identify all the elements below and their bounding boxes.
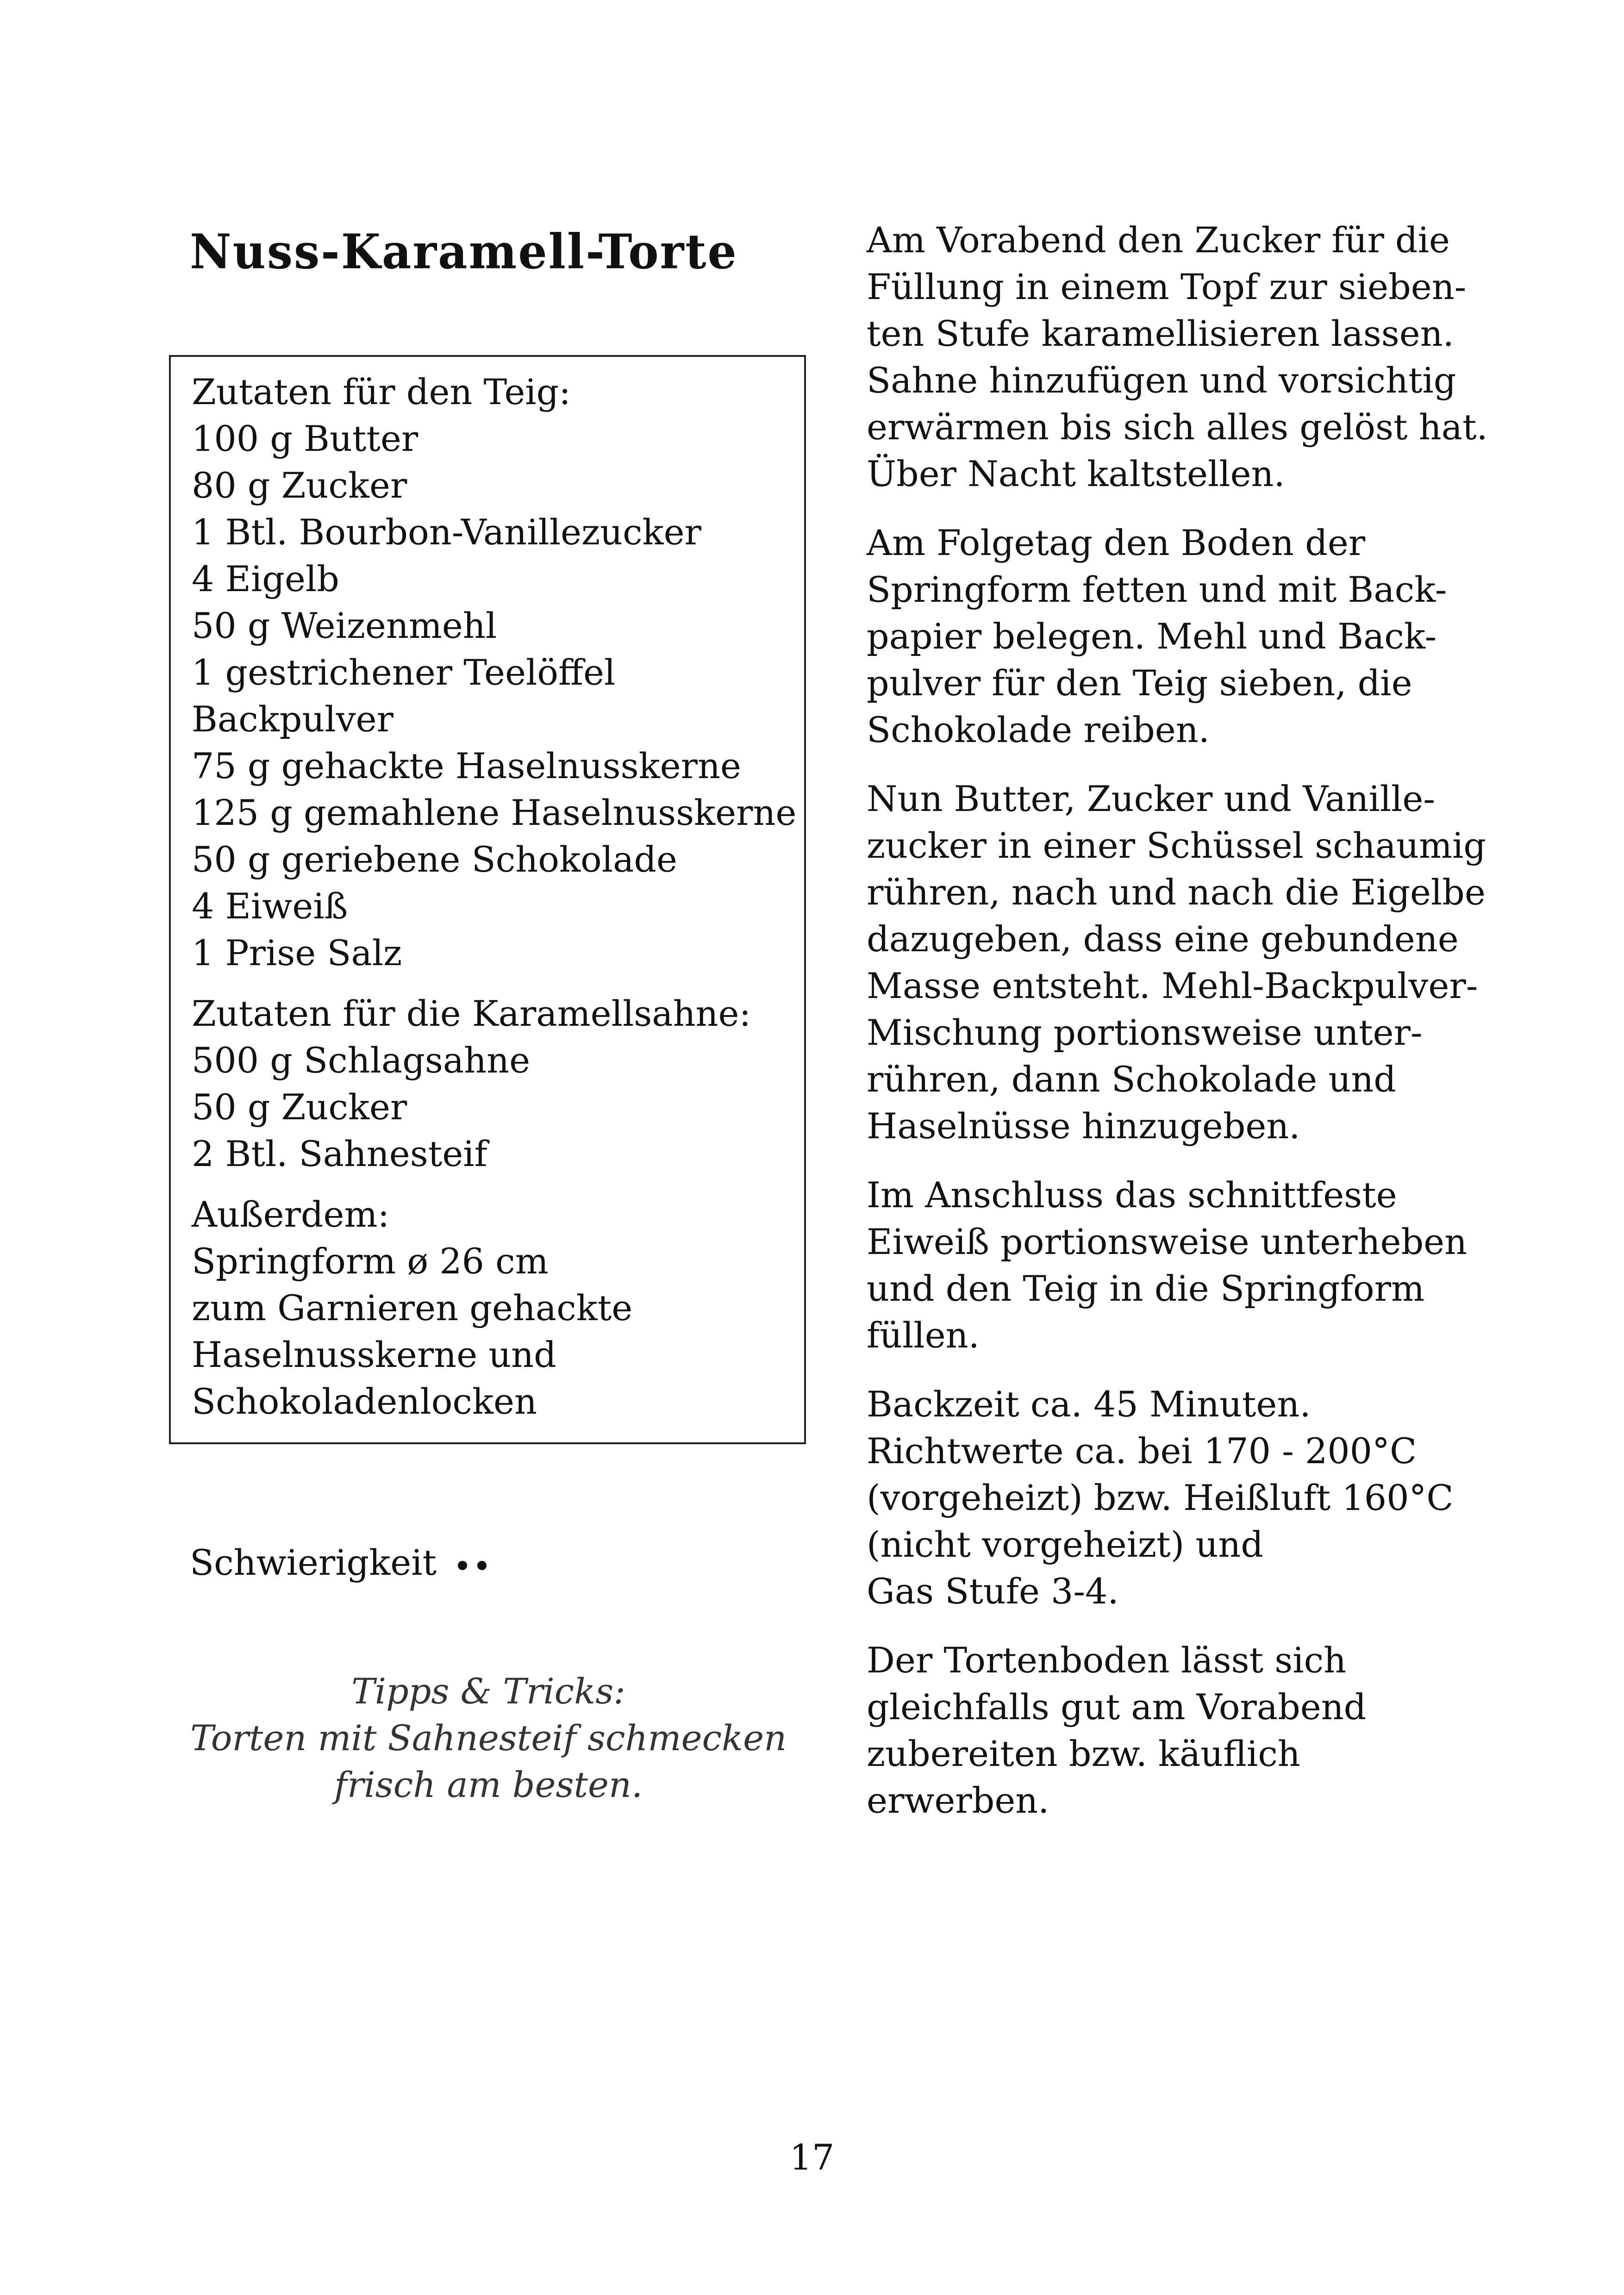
instruction-line: zubereiten bzw. käuflich <box>867 1733 1300 1774</box>
text-line: 1 gestrichener Teelöffel <box>192 652 616 693</box>
instruction-line: pulver für den Teig sieben, die <box>867 662 1412 704</box>
instruction-paragraph <box>867 217 1488 497</box>
difficulty-dots <box>448 1542 487 1583</box>
text-line: Springform ø 26 cm <box>192 1241 549 1282</box>
instruction-paragraph <box>867 1172 1468 1359</box>
dough-ingredients <box>192 368 797 976</box>
instruction-line: Haselnüsse hinzugeben. <box>867 1105 1300 1147</box>
ingredients-box <box>169 355 806 1444</box>
text-line: 500 g Schlagsahne <box>192 1040 531 1081</box>
instruction-line: Mischung portionsweise unter- <box>867 1012 1423 1053</box>
instruction-line: Am Vorabend den Zucker für die <box>867 219 1450 261</box>
instruction-line: erwärmen bis sich alles gelöst hat. <box>867 406 1488 448</box>
cream-header: Zutaten für die Karamellsahne: <box>192 993 751 1034</box>
instruction-line: Am Folgetag den Boden der <box>867 522 1366 563</box>
text-line: 50 g Weizenmehl <box>192 605 497 646</box>
instruction-line: rühren, nach und nach die Eigelbe <box>867 872 1486 913</box>
text-line: frisch am besten. <box>334 1764 643 1805</box>
instruction-line: (vorgeheizt) bzw. Heißluft 160°C <box>867 1477 1454 1518</box>
instruction-line: zucker in einer Schüssel schaumig <box>867 825 1486 866</box>
instruction-line: Eiweiß portionsweise unterheben <box>867 1221 1468 1262</box>
instruction-line: papier belegen. Mehl und Back- <box>867 616 1437 657</box>
instruction-line: Backzeit ca. 45 Minuten. <box>867 1384 1311 1425</box>
dough-list <box>192 415 797 976</box>
text-line: 1 Btl. Bourbon-Vanillezucker <box>192 511 701 553</box>
instruction-line: dazugeben, dass eine gebundene <box>867 918 1459 960</box>
instruction-paragraph <box>867 1381 1468 1615</box>
instruction-line: Richtwerte ca. bei 170 - 200°C <box>867 1430 1417 1472</box>
instruction-line: Nun Butter, Zucker und Vanille- <box>867 778 1435 819</box>
text-line: 4 Eigelb <box>192 558 339 599</box>
instruction-line: Füllung in einem Topf zur sieben- <box>867 266 1467 307</box>
instruction-line: Gas Stufe 3-4. <box>867 1571 1119 1612</box>
text-line: 80 g Zucker <box>192 465 407 506</box>
tips-section <box>169 1668 808 1808</box>
cream-ingredients <box>192 990 783 1177</box>
difficulty-rating <box>190 1539 487 1586</box>
text-line: 2 Btl. Sahnesteif <box>192 1133 487 1174</box>
instruction-line: ten Stufe karamellisieren lassen. <box>867 313 1454 354</box>
instruction-line: Über Nacht kaltstellen. <box>867 453 1285 494</box>
instruction-line: Schokolade reiben. <box>867 709 1210 750</box>
difficulty-label: Schwierigkeit <box>190 1542 437 1583</box>
text-line: Torten mit Sahnesteif schmecken <box>190 1717 787 1759</box>
extra-list <box>192 1238 783 1425</box>
instruction-line: Sahne hinzufügen und vorsichtig <box>867 360 1456 401</box>
instruction-line: Masse entsteht. Mehl-Backpulver- <box>867 965 1478 1006</box>
text-line: 50 g geriebene Schokolade <box>192 839 678 880</box>
text-line: 1 Prise Salz <box>192 932 402 973</box>
text-line: zum Garnieren gehackte <box>192 1287 633 1328</box>
extra-header: Außerdem: <box>192 1194 390 1235</box>
difficulty-dot-icon <box>477 1561 487 1570</box>
text-line: 100 g Butter <box>192 418 418 459</box>
difficulty-dot-icon <box>458 1561 467 1570</box>
instruction-paragraph <box>867 1637 1468 1824</box>
instruction-line: gleichfalls gut am Vorabend <box>867 1686 1367 1727</box>
page-number: 17 <box>789 2137 835 2178</box>
instruction-paragraph <box>867 775 1486 1149</box>
instruction-line: rühren, dann Schokolade und <box>867 1059 1396 1100</box>
instruction-line: erwerben. <box>867 1780 1049 1821</box>
text-line: 125 g gemahlene Haselnusskerne <box>192 792 797 833</box>
text-line: Backpulver <box>192 698 394 740</box>
instruction-line: (nicht vorgeheizt) und <box>867 1524 1263 1565</box>
instruction-paragraph <box>867 519 1468 753</box>
extra-ingredients <box>192 1191 783 1425</box>
instruction-line: Der Tortenboden lässt sich <box>867 1640 1347 1681</box>
text-line: 75 g gehackte Haselnusskerne <box>192 745 741 786</box>
dough-header: Zutaten für den Teig: <box>192 371 571 412</box>
text-line: 50 g Zucker <box>192 1086 407 1128</box>
text-line: 4 Eiweiß <box>192 886 348 927</box>
instruction-line: füllen. <box>867 1315 980 1356</box>
cream-list <box>192 1037 783 1177</box>
left-column <box>169 222 808 1805</box>
tips-title: Tipps & Tricks: <box>351 1671 625 1712</box>
instruction-line: und den Teig in die Springform <box>867 1268 1425 1309</box>
recipe-title: Nuss-Karamell-Torte <box>190 224 738 280</box>
instructions-column <box>867 217 1488 1846</box>
tips-text <box>169 1715 808 1808</box>
text-line: Haselnusskerne und <box>192 1334 556 1375</box>
instruction-line: Springform fetten und mit Back- <box>867 569 1447 610</box>
text-line: Schokoladenlocken <box>192 1381 537 1422</box>
instruction-line: Im Anschluss das schnittfeste <box>867 1174 1397 1216</box>
